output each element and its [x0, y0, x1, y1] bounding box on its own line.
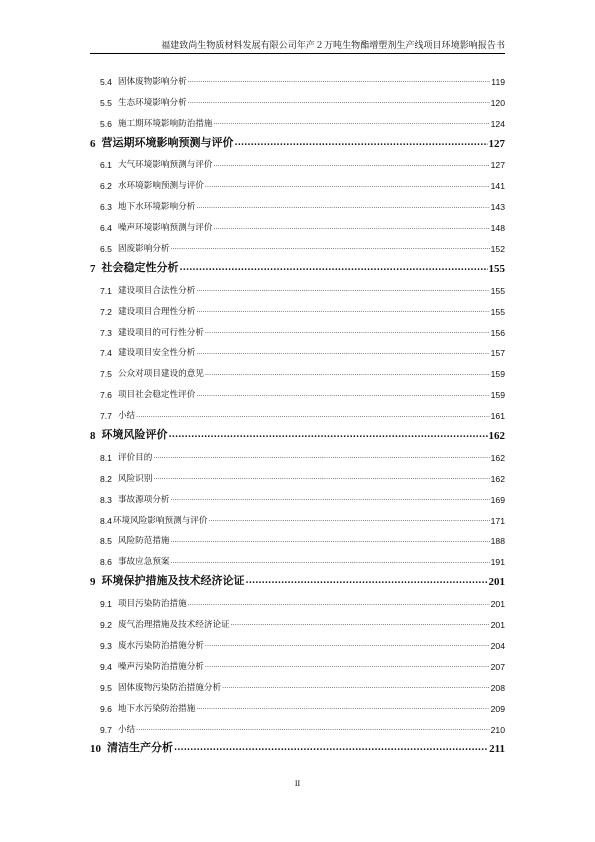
toc-chapter-entry[interactable]	[90, 254, 505, 275]
toc-entry-title: 风险识别	[117, 473, 153, 484]
toc-entry-title: 事故应急预案	[117, 557, 170, 568]
toc-section-entry[interactable]	[90, 630, 505, 651]
dot-leader	[153, 473, 489, 482]
toc-entry-title: 清洁生产分析	[107, 741, 173, 755]
toc-entry-number: 9.7	[100, 724, 112, 735]
toc-entry-page-number: 211	[489, 743, 505, 756]
toc-entry-page-number: 162	[490, 473, 505, 484]
toc-section-entry[interactable]	[90, 505, 505, 526]
toc-section-entry[interactable]	[90, 714, 505, 735]
dot-leader	[196, 390, 489, 399]
toc-chapter-entry[interactable]	[90, 129, 505, 150]
toc-entry-number: 6.2	[100, 181, 112, 192]
dot-leader	[205, 327, 490, 336]
toc-entry-page-number: 155	[488, 262, 505, 275]
toc-section-entry[interactable]	[90, 66, 505, 87]
toc-entry-number: 7.2	[100, 306, 112, 317]
dot-leader	[196, 285, 489, 294]
dot-leader	[205, 640, 490, 649]
dot-leader	[246, 574, 488, 586]
toc-chapter-entry[interactable]	[90, 567, 505, 588]
toc-entry-number: 8.5	[100, 536, 112, 547]
dot-leader	[171, 494, 490, 503]
toc-entry-page-number: 208	[490, 682, 505, 693]
toc-entry-page-number: 120	[490, 97, 505, 108]
header-divider	[90, 53, 505, 54]
page-number: II	[294, 779, 301, 788]
toc-entry-page-number: 201	[490, 599, 505, 610]
toc-entry-title: 项目社会稳定性评价	[117, 390, 196, 401]
toc-entry-number: 6.3	[100, 202, 112, 213]
dot-leader	[196, 348, 489, 357]
toc-entry-title: 环境风险评价	[101, 428, 168, 442]
dot-leader	[169, 428, 488, 440]
toc-entry-page-number: 188	[490, 536, 505, 547]
dot-leader	[214, 223, 490, 232]
dot-leader	[231, 619, 490, 628]
toc-section-entry[interactable]	[90, 108, 505, 129]
toc-entry-page-number: 169	[490, 494, 505, 505]
toc-entry-number: 6.5	[100, 244, 112, 255]
toc-section-entry[interactable]	[90, 150, 505, 171]
toc-entry-number: 10	[90, 743, 101, 756]
toc-section-entry[interactable]	[90, 693, 505, 714]
dot-leader	[235, 136, 488, 148]
toc-entry-number: 7.1	[100, 285, 112, 296]
toc-entry-number: 5.6	[100, 118, 112, 129]
dot-leader	[214, 118, 490, 127]
toc-entry-page-number: 119	[491, 76, 505, 87]
toc-section-entry[interactable]	[90, 400, 505, 421]
dot-leader	[153, 452, 489, 461]
toc-section-entry[interactable]	[90, 442, 505, 463]
toc-entry-page-number: 201	[488, 576, 505, 589]
toc-entry-title: 噪声污染防治措施分析	[117, 661, 204, 672]
toc-entry-page-number: 155	[490, 306, 505, 317]
toc-entry-number: 5.4	[100, 76, 112, 87]
toc-entry-page-number: 124	[490, 118, 505, 129]
toc-section-entry[interactable]	[90, 379, 505, 400]
toc-entry-page-number: 152	[490, 244, 505, 255]
toc-entry-title: 废气治理措施及技术经济论证	[117, 620, 230, 631]
toc-section-entry[interactable]	[90, 588, 505, 609]
dot-leader	[188, 76, 491, 85]
toc-entry-page-number: 207	[490, 661, 505, 672]
toc-entry-page-number: 201	[490, 620, 505, 631]
dot-leader	[222, 682, 490, 691]
toc-entry-number: 7	[90, 262, 96, 275]
toc-entry-number: 7.6	[100, 390, 112, 401]
toc-section-entry[interactable]	[90, 651, 505, 672]
dot-leader	[196, 202, 489, 211]
dot-leader	[136, 411, 490, 420]
toc-entry-title: 建设项目的可行性分析	[117, 327, 204, 338]
toc-entry-title: 项目污染防治措施	[117, 599, 187, 610]
toc-section-entry[interactable]	[90, 484, 505, 505]
toc-section-entry[interactable]	[90, 463, 505, 484]
toc-entry-title: 水环境影响预测与评价	[117, 181, 204, 192]
dot-leader	[205, 369, 490, 378]
toc-entry-number: 9.4	[100, 661, 112, 672]
toc-entry-number: 8.2	[100, 473, 112, 484]
toc-section-entry[interactable]	[90, 87, 505, 108]
toc-entry-number: 8.4	[100, 515, 112, 526]
toc-entry-number: 9.3	[100, 640, 112, 651]
toc-entry-number: 8.1	[100, 452, 112, 463]
toc-entry-title: 环境保护措施及技术经济论证	[101, 574, 245, 588]
toc-entry-number: 7.7	[100, 411, 112, 422]
toc-entry-title: 固废影响分析	[117, 244, 170, 255]
toc-section-entry[interactable]	[90, 317, 505, 338]
toc-entry-page-number: 127	[490, 160, 505, 171]
toc-entry-title: 建设项目合理性分析	[117, 306, 196, 317]
toc-entry-number: 8.3	[100, 494, 112, 505]
toc-entry-number: 8	[90, 430, 96, 443]
toc-entry-title: 生态环境影响分析	[117, 97, 187, 108]
dot-leader	[205, 181, 490, 190]
toc-entry-page-number: 159	[490, 390, 505, 401]
toc-entry-page-number: 143	[490, 202, 505, 213]
dot-leader	[196, 306, 489, 315]
dot-leader	[188, 97, 490, 106]
toc-entry-number: 7.3	[100, 327, 112, 338]
toc-chapter-entry[interactable]	[90, 421, 505, 442]
toc-entry-page-number: 148	[490, 223, 505, 234]
toc-entry-title: 事故源项分析	[117, 494, 170, 505]
toc-entry-page-number: 159	[490, 369, 505, 380]
dot-leader	[171, 243, 490, 252]
toc-entry-title: 大气环境影响预测与评价	[117, 160, 213, 171]
running-header: 福建致尚生物质材料发展有限公司年产２万吨生物酯增塑剂生产线项目环境影响报告书	[161, 41, 505, 51]
toc-section-entry[interactable]	[90, 233, 505, 254]
toc-entry-title: 环境风险影响预测与评价	[112, 515, 208, 526]
toc-section-entry[interactable]	[90, 609, 505, 630]
toc-entry-title: 固体废物影响分析	[117, 76, 187, 87]
toc-entry-title: 小结	[117, 724, 136, 735]
toc-entry-number: 8.6	[100, 557, 112, 568]
toc-section-entry[interactable]	[90, 170, 505, 191]
toc-section-entry[interactable]	[90, 672, 505, 693]
toc-section-entry[interactable]	[90, 191, 505, 212]
dot-leader	[188, 599, 490, 608]
toc-entry-title: 公众对项目建设的意见	[117, 369, 204, 380]
toc-entry-page-number: 156	[490, 327, 505, 338]
dot-leader	[196, 703, 489, 712]
toc-entry-title: 固体废物污染防治措施分析	[117, 682, 222, 693]
toc-entry-title: 社会稳定性分析	[101, 260, 179, 274]
dot-leader	[171, 536, 490, 545]
dot-leader	[171, 557, 490, 566]
toc-entry-number: 6.1	[100, 160, 112, 171]
toc-entry-title: 地下水环境影响分析	[117, 202, 196, 213]
toc-chapter-entry[interactable]	[90, 735, 505, 756]
toc-entry-title: 风险防范措施	[117, 536, 170, 547]
toc-entry-title: 建设项目合法性分析	[117, 285, 196, 296]
toc-entry-page-number: 162	[488, 430, 505, 443]
toc-entry-page-number: 162	[490, 452, 505, 463]
toc-entry-number: 6	[90, 137, 96, 150]
dot-leader	[180, 261, 488, 273]
dot-leader	[214, 160, 490, 169]
toc-entry-title: 建设项目安全性分析	[117, 348, 196, 359]
toc-entry-page-number: 127	[488, 137, 505, 150]
toc-entry-number: 9.6	[100, 703, 112, 714]
toc-entry-page-number: 171	[490, 515, 505, 526]
toc-entry-page-number: 204	[490, 640, 505, 651]
toc-entry-number: 7.5	[100, 369, 112, 380]
toc-entry-page-number: 209	[490, 703, 505, 714]
toc-entry-number: 5.5	[100, 97, 112, 108]
toc-entry-number: 9.1	[100, 599, 112, 610]
toc-section-entry[interactable]	[90, 546, 505, 567]
toc-entry-title: 施工期环境影响防治措施	[117, 118, 213, 129]
dot-leader	[209, 515, 490, 524]
toc-section-entry[interactable]	[90, 338, 505, 359]
toc-entry-number: 9	[90, 576, 96, 589]
toc-entry-title: 评价目的	[117, 452, 153, 463]
toc-entry-title: 噪声环境影响预测与评价	[117, 223, 213, 234]
dot-leader	[205, 661, 490, 670]
toc-section-entry[interactable]	[90, 358, 505, 379]
dot-leader	[136, 724, 490, 733]
toc-entry-page-number: 157	[490, 348, 505, 359]
toc-section-entry[interactable]	[90, 212, 505, 233]
toc-section-entry[interactable]	[90, 275, 505, 296]
toc-entry-number: 7.4	[100, 348, 112, 359]
toc-entry-title: 营运期环境影响预测与评价	[101, 135, 234, 149]
toc-entry-page-number: 210	[490, 724, 505, 735]
toc-entry-title: 废水污染防治措施分析	[117, 640, 204, 651]
toc-section-entry[interactable]	[90, 296, 505, 317]
toc-entry-number: 9.2	[100, 620, 112, 631]
toc-entry-number: 6.4	[100, 223, 112, 234]
toc-entry-title: 地下水污染防治措施	[117, 703, 196, 714]
toc-entry-page-number: 161	[490, 411, 505, 422]
toc-entry-page-number: 191	[490, 557, 505, 568]
toc-section-entry[interactable]	[90, 526, 505, 547]
toc-entry-page-number: 155	[490, 285, 505, 296]
dot-leader	[174, 741, 488, 753]
toc-entry-title: 小结	[117, 411, 136, 422]
table-of-contents	[90, 66, 505, 755]
toc-entry-number: 9.5	[100, 682, 112, 693]
toc-entry-page-number: 141	[490, 181, 505, 192]
